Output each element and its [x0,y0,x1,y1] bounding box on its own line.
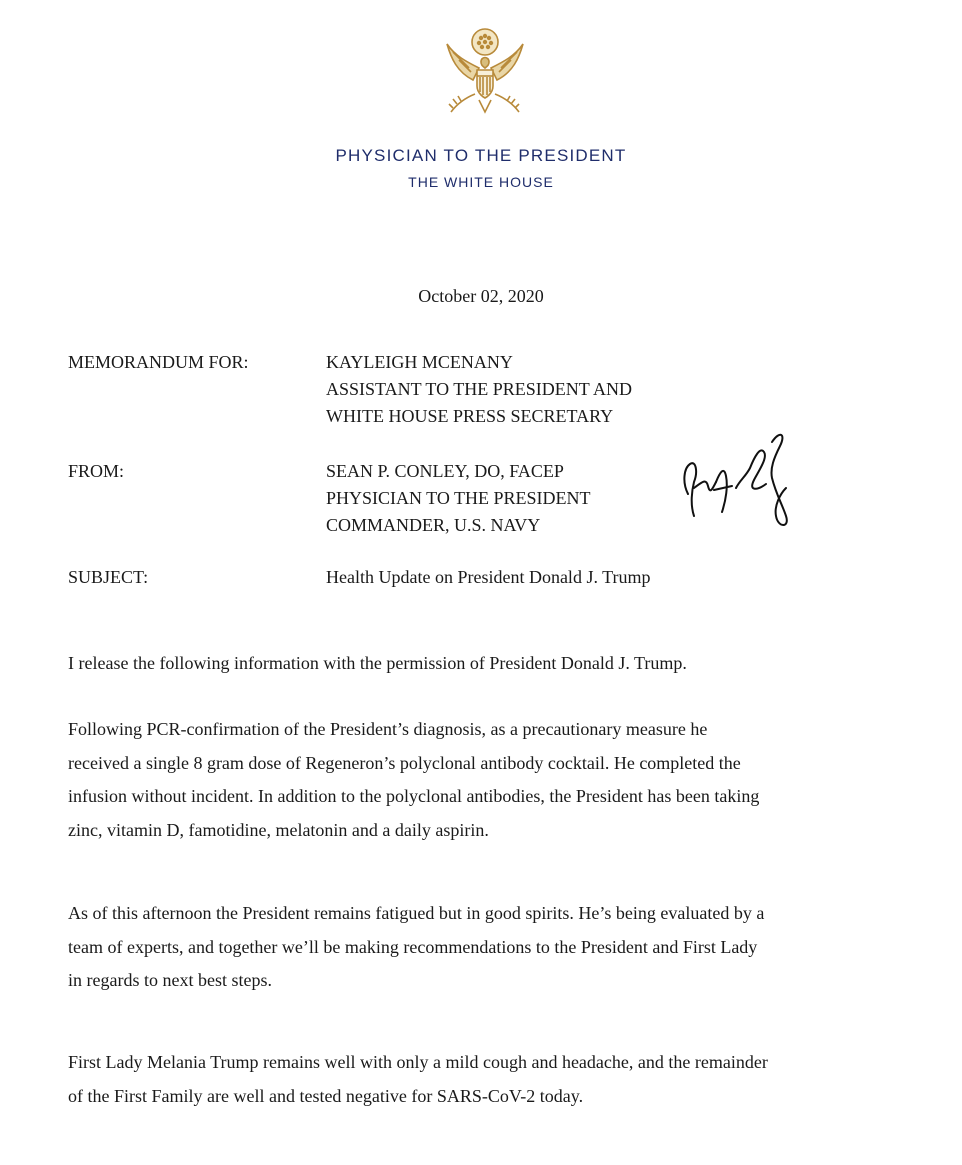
memo-for-recipient [326,349,632,430]
paragraph-line: zinc, vitamin D, famotidine, melatonin and a daily aspirin. [68,819,489,840]
paragraph-line: First Lady Melania Trump remains well with only a mild cough and headache, and the remainder [68,1052,768,1072]
paragraph-line: I release the following information with the permission of President Donald J. Trump. [68,653,687,673]
body-paragraph [68,897,918,998]
recipient-line: WHITE HOUSE PRESS SECRETARY [326,406,614,426]
memo-for-label: MEMORANDUM FOR: [68,352,249,372]
paragraph-line: in regards to next best steps. [68,970,272,990]
recipient-line: ASSISTANT TO THE PRESIDENT AND [326,379,632,399]
paragraph-line: team of experts, and together we’ll be making recommendations to the President and First Lady [68,936,758,957]
sender-line: PHYSICIAN TO THE PRESIDENT [326,488,591,508]
paragraph-line: received a single 8 gram dose of Regeneron’s polyclonal antibody cocktail. He completed the [68,752,741,773]
body-paragraph [68,647,918,681]
memo-subject: Health Update on President Donald J. Trump [326,567,651,587]
great-seal-eagle-icon [439,24,531,124]
paragraph-line: infusion without incident. In addition to the polyclonal antibodies, the President has been taking [68,786,760,806]
recipient-line: KAYLEIGH MCENANY [326,352,513,372]
office-location: THE WHITE HOUSE [408,174,554,190]
paragraph-line: of the First Family are well and tested negative for SARS-CoV-2 today. [68,1085,584,1106]
body-paragraph [68,1046,918,1113]
body-paragraph [68,713,918,847]
memo-subject-label: SUBJECT: [68,567,149,587]
paragraph-line: Following PCR-confirmation of the President’s diagnosis, as a precautionary measure he [68,719,708,739]
memo-date: October 02, 2020 [418,286,544,306]
handwritten-signature [676,424,806,536]
memo-from-sender [326,458,591,539]
paragraph-line: As of this afternoon the President remains fatigued but in good spirits. He’s being evaluated by a [68,903,765,923]
memo-from-label: FROM: [68,461,125,481]
sender-line: SEAN P. CONLEY, DO, FACEP [326,461,564,481]
sender-line: COMMANDER, U.S. NAVY [326,515,541,535]
office-title: PHYSICIAN TO THE PRESIDENT [335,146,627,165]
